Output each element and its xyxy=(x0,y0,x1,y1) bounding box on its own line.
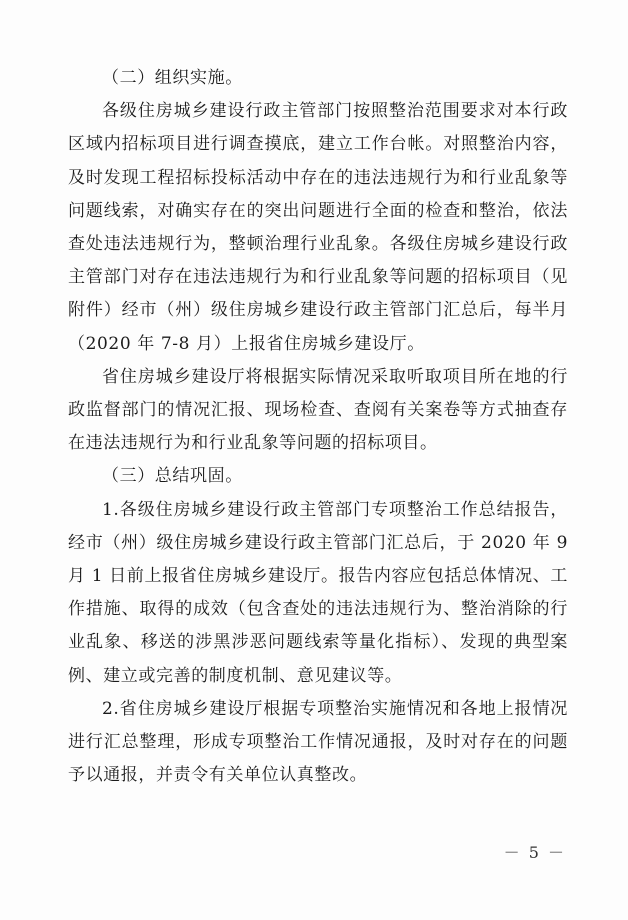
paragraph-summary-report: 1.各级住房城乡建设行政主管部门专项整治工作总结报告，经市（州）级住房城乡建设行政主管部门汇总后，于 2020 年 9 月 1 日前上报省住房城乡建设厅。报告内容应包括总体情况、工作措施、取得的成效（包含查处的违法违规行为、整治消除的行业乱象、移送的涉黑涉恶问题线索等量化指标）、发现的典型案例、建立或完善的制度机制、意见建议等。 xyxy=(68,499,568,686)
paragraph-circular-notice: 2.省住房城乡建设厅根据专项整治实施情况和各地上报情况进行汇总整理，形成专项整治工作情况通报，及时对存在的问题予以通报，并责令有关单位认真整改。 xyxy=(68,698,568,786)
page-number: － 5 － xyxy=(503,843,566,862)
section-2-heading: （二）组织实施。 xyxy=(102,68,243,88)
paragraph-rectification-work: 各级住房城乡建设行政主管部门按照整治范围要求对本行政区域内招标项目进行调查摸底，建立工作台帐。对照整治内容，及时发现工程招标投标活动中存在的违法违规行为和行业乱象等问题线索，对确实存在的突出问题进行全面的检查和整治，依法查处违法违规行为，整顿治理行业乱象。各级住房城乡建设行政主管部门对存在违法违规行为和行业乱象等问题的招标项目（见附件）经市（州）级住房城乡建设行政主管部门汇总后，每半月（2020 年 7-8 月）上报省住房城乡建设厅。 xyxy=(68,101,568,354)
section-3-heading: （三）总结巩固。 xyxy=(102,466,243,487)
document-body xyxy=(68,62,568,792)
paragraph-spot-check: 省住房城乡建设厅将根据实际情况采取听取项目所在地的行政监督部门的情况汇报、现场检查、查阅有关案卷等方式抽查存在违法违规行为和行业乱象等问题的招标项目。 xyxy=(68,366,568,454)
